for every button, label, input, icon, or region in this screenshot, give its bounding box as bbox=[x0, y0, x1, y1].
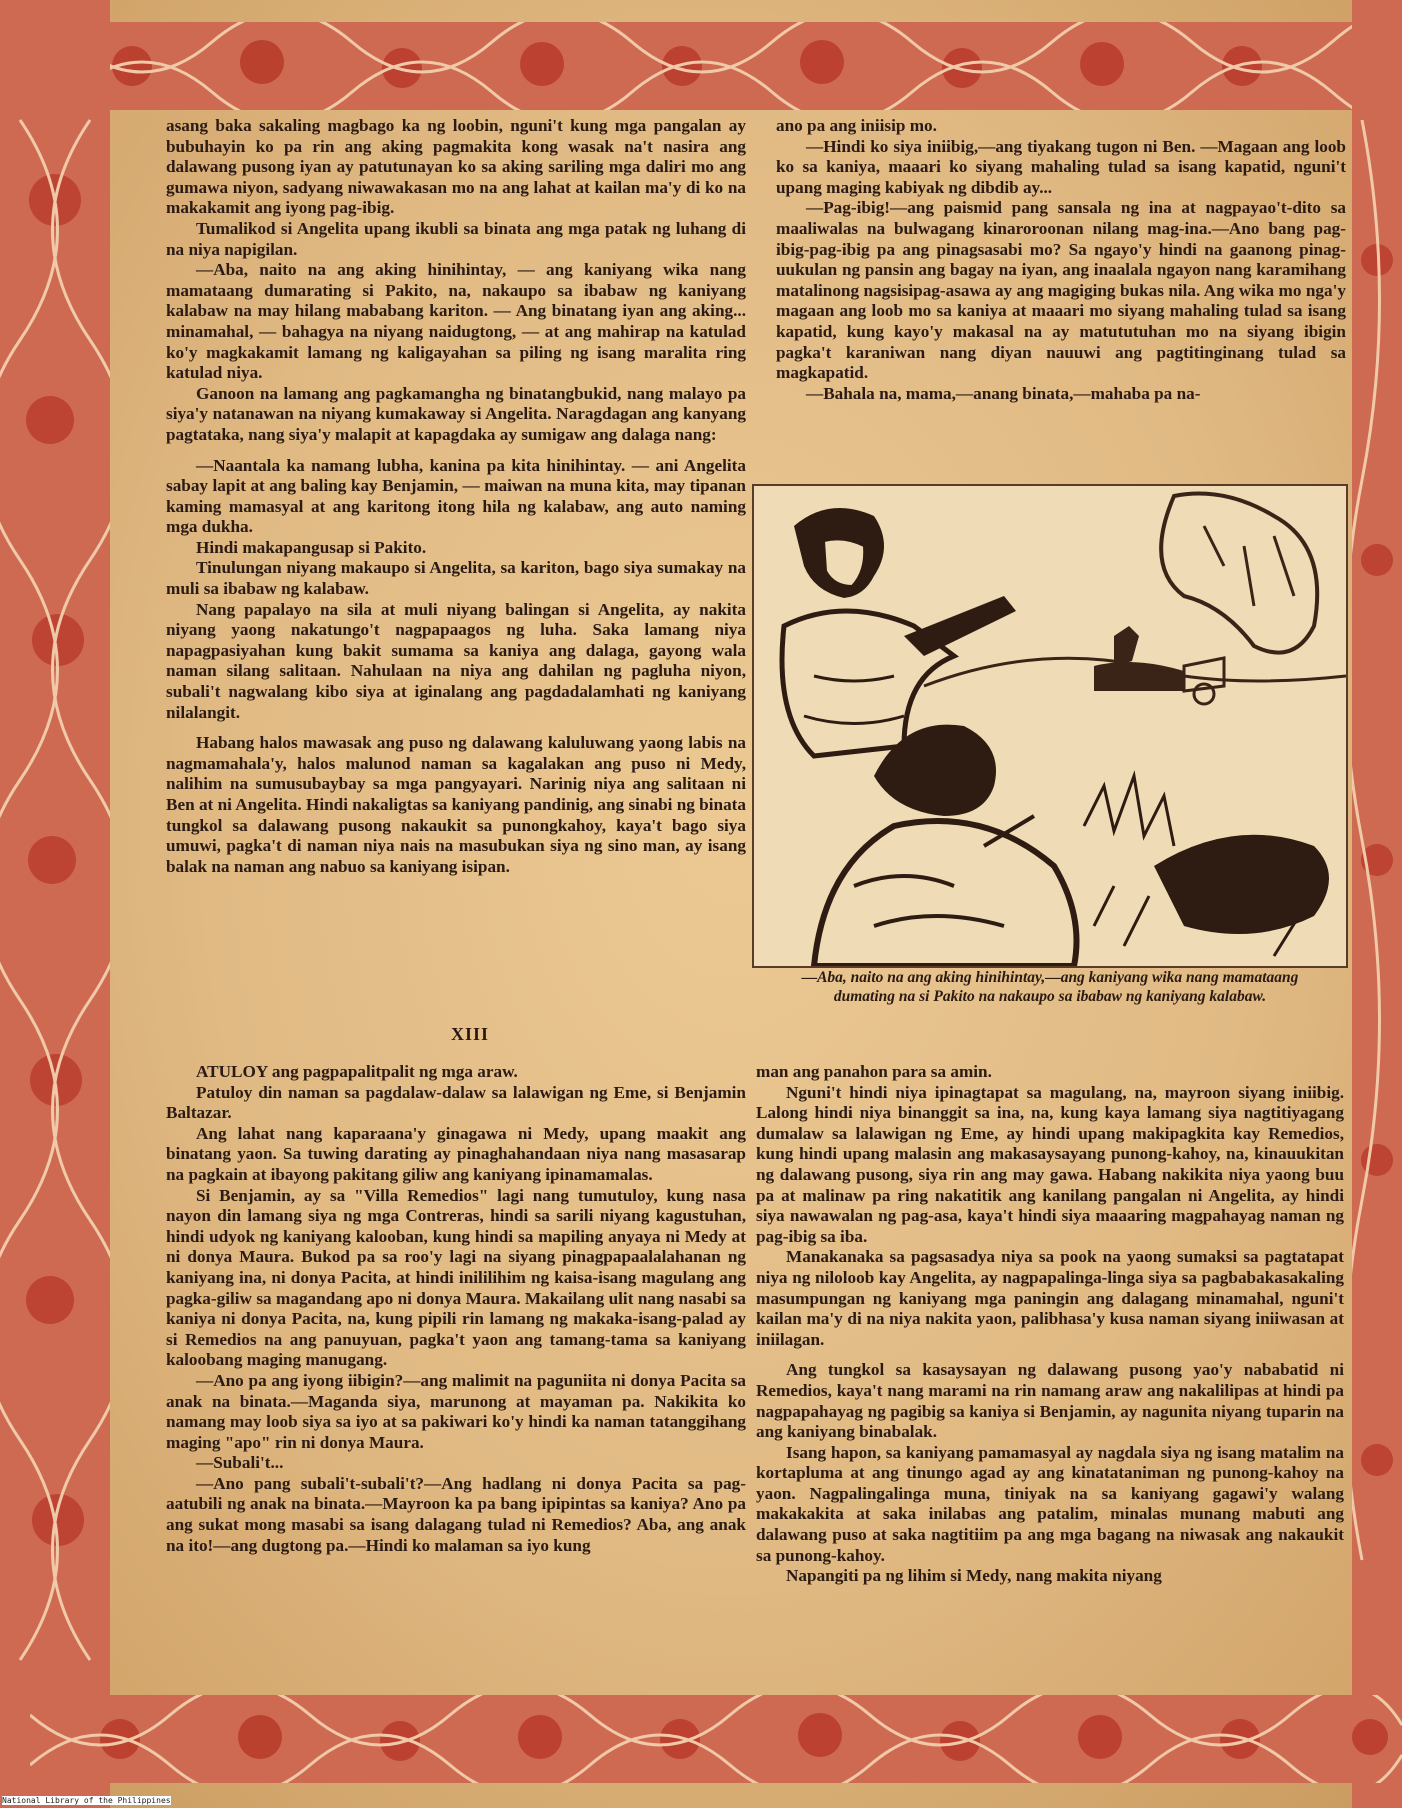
paragraph: Tinulungan niyang makaupo si Angelita, sa kariton, bago siya sumakay na muli sa ibabaw ng kalabaw. bbox=[166, 558, 746, 599]
paragraph: asang baka sakaling magbago ka ng loobin, nguni't kung mga pangalan ay bubuhayin ko pa rin ang aking pagmakita kong wasak na't nasira ang dalawang pusong iyan ay patutunayan ko sa aking sariling mga daliri mo ang gumawa niyon, sadyang niwawakasan mo na ang lahat at kailan ma'y di ko na makakamit ang iyong pag-ibig. bbox=[166, 116, 746, 218]
column-left-bottom bbox=[166, 1062, 746, 1556]
floral-border-right bbox=[1352, 0, 1402, 1808]
illustration-picture bbox=[754, 486, 1346, 966]
paragraph: Habang halos mawasak ang puso ng dalawang kaluluwang yaong labis na nagmamahala'y, halos malunod naman sa kagalakan ang puso ni Medy, nalihim na sumusubaybay sa mga pangyayari. Narinig niya ang salitaan ni Ben at ni Angelita. Hindi nakaligtas sa kaniyang pandinig, ang sinabi ng binata tungkol sa dalawang pusong nakaukit sa punongkahoy, kaya't bago siya umuwi, pagka't di naman niya nais na masubukan siya ng sino man, ay isang balak na naman ang nabuo sa kaniyang isipan. bbox=[166, 733, 746, 876]
paragraph: ano pa ang iniisip mo. bbox=[776, 116, 937, 135]
library-watermark: National Library of the Philippines bbox=[2, 1796, 171, 1805]
story-illustration bbox=[752, 484, 1348, 968]
paragraph: Manakanaka sa pagsasadya niya sa pook na yaong sumaksi sa pagtatapat niya ng niloloob kay Angelita, ay nagpapalinga-linga siya sa pagbabakasakaling masumpungan ng kaniyang mga paningin ang dalagang minamahal, nguni't kailan ma'y di na niya nakita yaon, palibhasa'y kusa naman siyang iniiwasan at iniilagan. bbox=[756, 1247, 1344, 1349]
paragraph: Napangiti pa ng lihim si Medy, nang makita niyang bbox=[786, 1566, 1162, 1586]
paragraph: —Pag-ibig!—ang paismid pang sansala ng ina at nagpayao't-dito sa maaliwalas na bulwagang kinaroroonan nilang mag-ina.—Ano bang pag-ibig-pag-ibig pa ang pinagsasabi mo? Sa ngayo'y hindi na gaanong pinag-uukulan ng pansin ang bagay na iyan, ang inaalala ngayon nang karamihang matalinong nagsisipag-asawa ay ang magiging bukas nila. Ang wika mo nga'y magaan ang loob mo sa kaniya at maaari mo siyang mahaling tulad sa isang kapatid, kung kayo'y makasal na ay matututuhan mo na siyang ibigin pagka't karaniwan nang diyan nauuwi ang pagtitinginang tulad sa magkapatid. bbox=[776, 198, 1346, 383]
paragraph: —Ano pang subali't-subali't?—Ang hadlang ni donya Pacita sa pag-aatubili ng anak na binata.—Mayroon ka pa bang ipipintas sa kaniya? Ano pa ang sukat mong masabi sa isang dalagang tulad ni Remedios? Aba, ang anak na ito!—ang dugtong pa.—Hindi ko malaman sa iyo kung bbox=[166, 1473, 746, 1555]
paragraph: Hindi makapangusap si Pakito. bbox=[196, 537, 427, 557]
floral-border-top bbox=[72, 22, 1402, 110]
column-right-bottom bbox=[756, 1062, 1344, 1587]
holly-border-icon bbox=[1352, 0, 1402, 1808]
paragraph: —Aba, naito na ang aking hinihintay, — ang kaniyang wika nang mamataang dumarating si Pakito, na, nakaupo sa ibabaw ng kaniyang kalabaw na may hilang mababang kariton. — Ang binatang iyan ang aking... minamahal, — bahagya na niyang naidugtong, — at ang mahirap na katulad ko'y magkakamit lamang ng kaligayahan sa piling ng isang maralita ring katulad niya. bbox=[166, 260, 746, 383]
column-left-top bbox=[166, 116, 746, 877]
paragraph: —Naantala ka namang lubha, kanina pa kita hinihintay. — ani Angelita sabay lapit at ang baling kay Benjamin, — maiwan na muna kita, may tipanan kaming mamasyal at ang karitong itong hila ng kalabaw, ang auto naming mga dukha. bbox=[166, 455, 746, 537]
paragraph: Ang lahat nang kaparaana'y ginagawa ni Medy, upang maakit ang binatang yaon. Sa tuwing darating ay pinaghahandaan niya nang masasarap na pagkain at ibayong pakitang giliw ang kaniyang ipinamamalas. bbox=[166, 1123, 746, 1184]
floral-border-left bbox=[0, 0, 110, 1808]
paragraph: Patuloy din naman sa pagdalaw-dalaw sa lalawigan ng Eme, si Benjamin Baltazar. bbox=[166, 1082, 746, 1123]
paragraph: Isang hapon, sa kaniyang pamamasyal ay nagdala siya ng isang matalim na kortapluma at ang tinungo agad ay ang kinatataniman ng punong-kahoy na yaon. Nagpalingalinga muna, tiniyak na sa kaniyang gagawi'y walang makakakita at saka inilabas ang patalim, minalas munang mabuti ang dalawang puso at saka nagtitiim pa ang mga bagang na niwasak ang nakaukit sa punong-kahoy. bbox=[756, 1442, 1344, 1565]
paragraph: Ang tungkol sa kasaysayan ng dalawang pusong yao'y nababatid ni Remedios, kaya't nang marami na rin namang araw ang nakalilipas at hindi pa nagpapahayag ng pagibig sa kaniya si Benjamin, ay nagunita niyang tuparin na ang kaniyang binabalak. bbox=[756, 1360, 1344, 1442]
poinsettia-border-icon bbox=[30, 1695, 1402, 1783]
paragraph: —Subali't... bbox=[196, 1453, 284, 1473]
holly-border-icon bbox=[0, 0, 110, 1808]
paragraph: —Hindi ko siya iniibig,—ang tiyakang tugon ni Ben. —Magaan ang loob ko sa kaniya, maaari ko siyang mahaling tulad sa isang kapatid, nguni't upang maging kabiyak ng dibdib ay... bbox=[776, 136, 1346, 197]
paragraph: ATULOY ang pagpapalitpalit ng mga araw. bbox=[196, 1062, 518, 1081]
paragraph: —Bahala na, mama,—anang binata,—mahaba pa na- bbox=[806, 383, 1201, 403]
illustration-caption: —Aba, naito na ang aking hinihintay,—ang kaniyang wika nang mamataang dumating na si Pakito na nakaupo sa ibabaw ng kaniyang kalabaw. bbox=[801, 969, 1299, 1005]
paragraph: Si Benjamin, ay sa "Villa Remedios" lagi nang tumutuloy, kung nasa nayon din lamang siya ng mga Contreras, hindi sa sarili niyang kagustuhan, hindi udyok ng kaniyang kalooban, kung hindi sa mapiling anyaya ni Medy at ni donya Maura. Bukod pa sa roo'y lagi na siyang pinagpapaalalahanan ng kaniyang ina, ni donya Pacita, at hindi inililihim ng kaisa-isang magulang ang pagka-giliw sa magandang apo ni donya Maura. Makailang ulit nang nasabi sa kaniya ni donya Pacita, na, kung pipili rin lamang ng makaka-isang-palad ay si Remedios na ang panuyuan, pagka't yaon ang tamang-tama sa kaniyang kaloobang maging manugang. bbox=[166, 1185, 746, 1370]
poinsettia-border-icon bbox=[72, 22, 1402, 110]
paragraph: Nguni't hindi niya ipinagtapat sa magulang, na, mayroon siyang iniibig. Lalong hindi niya binanggit sa ina, na, kung kaya lamang siya nagtitiyagang dumalaw sa lalawigan ng Eme, ay hindi upang makipagkita kay Remedios, kung hindi upang malasin ang makasaysayang punong-kahoy, na, kinauukitan ng dalawang pusong, siya rin ang may gawa. Habang nakikita niya yaong buu pa at malinaw pa ring nakatitik ang kanilang pangalan ni Angelita, ay hindi siya nawawalan ng pag-asa, kaya't hindi siya maaaring magpahayag naman ng pag-ibig sa iba. bbox=[756, 1082, 1344, 1246]
chapter-heading: XIII bbox=[450, 1024, 489, 1044]
paragraph: Ganoon na lamang ang pagkamangha ng binatangbukid, nang malayo pa siya'y natanawan na niyang kumakaway si Angelita. Naragdagan ang kanyang pagtataka, nang siya'y malapit at kapagdaka ay sumigaw ang dalaga nang: bbox=[166, 383, 746, 444]
floral-border-bottom bbox=[30, 1695, 1402, 1783]
paragraph: Nang papalayo na sila at muli niyang balingan si Angelita, ay nakita niyang yaong nakatungo't nagpapaagos ng luha. Saka lamang niya napagpasiyahan kung bakit sumama sa kaniya ang dalaga, gayong wala naman silang salitaan. Nahulaan na niya ang dahilan ng pagluha niyon, subali't nagwalang kibo siya at iginalang ang pagdadalamhati ng kaniyang nilalangit. bbox=[166, 599, 746, 722]
paragraph: Tumalikod si Angelita upang ikubli sa binata ang mga patak ng luhang di na niya napigilan. bbox=[166, 218, 746, 259]
paragraph: —Ano pa ang iyong iibigin?—ang malimit na paguniita ni donya Pacita sa anak na binata.—Maganda siya, marunong at mayaman pa. Nakikita ko namang may loob siya sa iyo at sa pakiwari ko'y hindi ka naman tatanggihang maging "apo" rin ni donya Maura. bbox=[166, 1370, 746, 1452]
column-right-top bbox=[776, 116, 1346, 404]
paragraph: man ang panahon para sa amin. bbox=[756, 1062, 992, 1081]
